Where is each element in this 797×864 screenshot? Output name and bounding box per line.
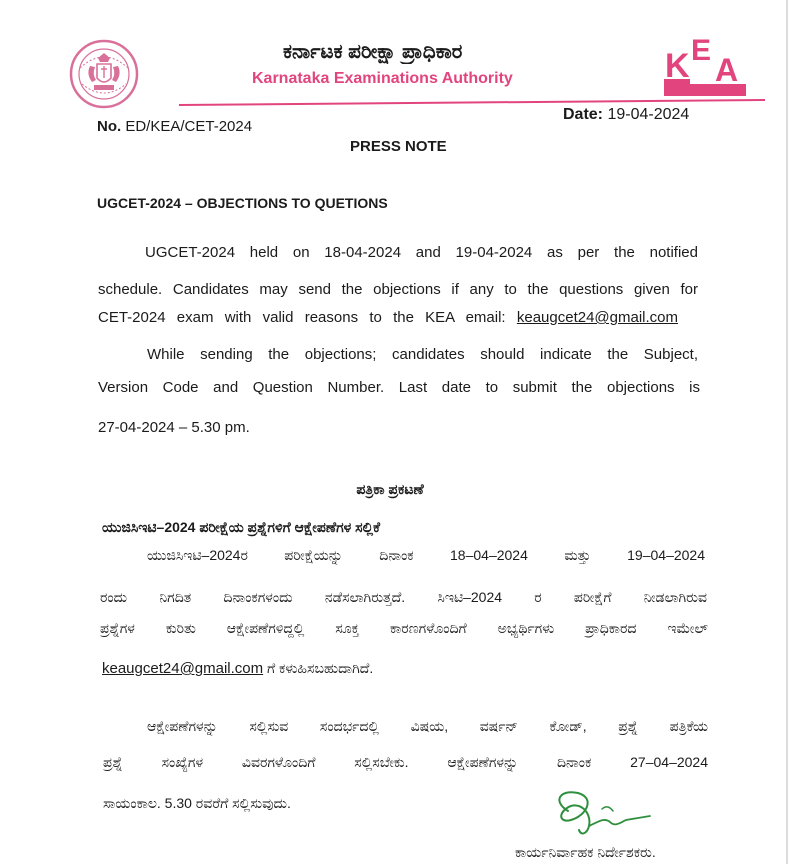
signatory-designation: ಕಾರ್ಯನಿರ್ವಾಹಕ ನಿರ್ದೇಶಕರು.	[515, 844, 656, 860]
press-note-title-kannada: ಪತ್ರಿಕಾ ಪ್ರಕಟಣೆ	[356, 481, 424, 497]
paragraph-line	[102, 657, 602, 679]
email-link[interactable]: keaugcet24@gmail.com	[516, 309, 678, 326]
paragraph-line: 27-04-2024 – 5.30 pm.	[98, 419, 250, 436]
kea-logo-icon	[660, 30, 750, 100]
paragraph-line: ಯುಜಿಸಿಇಟಿ–2024ರ ಪರೀಕ್ಷೆಯನ್ನು ದಿನಾಂಕ 18–04–2024 ಮತ್ತು 19–04–2024	[147, 547, 705, 563]
subject-heading-kannada: ಯುಜಿಸಿಇಟಿ–2024 ಪರೀಕ್ಷೆಯ ಪ್ರಶ್ನೆಗಳಿಗೆ ಆಕ್ಷೇಪಣೆಗಳ ಸಲ್ಲಿಕೆ	[102, 519, 381, 535]
issue-date	[563, 104, 689, 126]
press-note-title: PRESS NOTE	[350, 138, 447, 155]
reference-number-label: No.	[97, 118, 122, 135]
paragraph-line: ಪ್ರಶ್ನೆ ಸಂಖ್ಯೆಗಳ ವಿವರಗಳೊಂದಿಗೆ ಸಲ್ಲಿಸಬೇಕು. ಆಕ್ಷೇಪಣೆಗಳನ್ನು ದಿನಾಂಕ 27–04–2024	[103, 754, 708, 770]
paragraph-line: Version Code and Question Number. Last date to submit the objections is	[98, 379, 700, 396]
issue-date-value: 19-04-2024	[607, 106, 690, 123]
paragraph-line: ಸಾಯಂಕಾಲ. 5.30 ರವರೆಗೆ ಸಲ್ಲಿಸುವುದು.	[103, 795, 291, 811]
authority-title-kannada: ಕರ್ನಾಟಕ ಪರೀಕ್ಷಾ ಪ್ರಾಧಿಕಾರ	[283, 41, 463, 63]
reference-number	[97, 116, 252, 138]
paragraph-line: UGCET-2024 held on 18-04-2024 and 19-04-2024 as per the notified	[145, 244, 698, 261]
page-edge	[786, 0, 788, 864]
email-intro-text: CET-2024 exam with valid reasons to the KEA email:	[98, 309, 506, 326]
email-outro-text: ಗೆ ಕಳುಹಿಸಬಹುದಾಗಿದೆ.	[267, 660, 374, 676]
email-link[interactable]: keaugcet24@gmail.com	[102, 660, 264, 677]
subject-heading: UGCET-2024 – OBJECTIONS TO QUETIONS	[97, 195, 388, 211]
karnataka-emblem-seal-icon	[68, 38, 140, 110]
handwritten-signature-icon	[540, 785, 660, 845]
logo-letter-e: E	[691, 34, 712, 67]
logo-letter-k: K	[665, 47, 690, 85]
issue-date-label: Date:	[563, 106, 604, 123]
paragraph-line	[98, 307, 678, 329]
authority-title-english: Karnataka Examinations Authority	[252, 70, 513, 87]
paragraph-line: schedule. Candidates may send the objections if any to the questions given for	[98, 281, 698, 298]
paragraph-line: While sending the objections; candidates should indicate the Subject,	[147, 346, 698, 363]
reference-number-value: ED/KEA/CET-2024	[125, 118, 253, 135]
logo-letter-a: A	[715, 52, 739, 88]
paragraph-line: ರಂದು ನಿಗದಿತ ದಿನಾಂಕಗಳಂದು ನಡೆಸಲಾಗಿರುತ್ತದೆ. ಸಿಇಟಿ–2024 ರ ಪರೀಕ್ಷೆಗೆ ನೀಡಲಾಗಿರುವ	[100, 589, 707, 605]
paragraph-line: ಪ್ರಶ್ನೆಗಳ ಕುರಿತು ಆಕ್ಷೇಪಣೆಗಳಿದ್ದಲ್ಲಿ ಸೂಕ್ತ ಕಾರಣಗಳೊಂದಿಗೆ ಅಭ್ಯರ್ಥಿಗಳು ಪ್ರಾಧಿಕಾರದ ಇಮೇಲ್	[100, 620, 708, 636]
paragraph-line: ಆಕ್ಷೇಪಣೆಗಳನ್ನು ಸಲ್ಲಿಸುವ ಸಂದರ್ಭದಲ್ಲಿ ವಿಷಯ, ವರ್ಷನ್ ಕೋಡ್, ಪ್ರಶ್ನೆ ಪತ್ರಿಕೆಯ	[147, 718, 708, 734]
